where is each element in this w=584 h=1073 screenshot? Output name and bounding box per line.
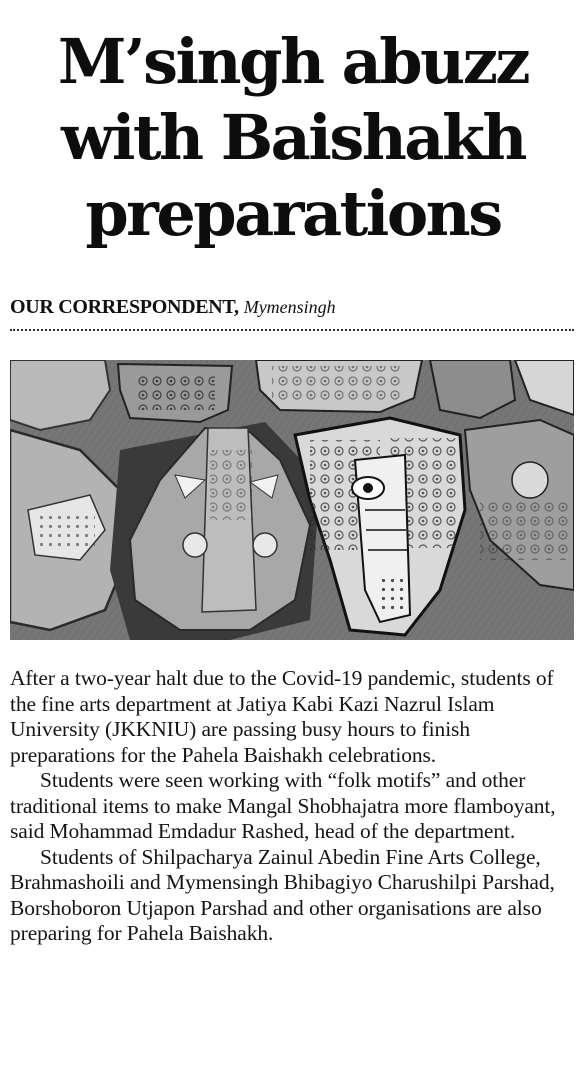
headline-line: with Baishakh xyxy=(60,101,526,174)
dotted-divider xyxy=(10,329,574,331)
article-body xyxy=(10,666,576,947)
headline-line: M’singh abuzz xyxy=(57,25,529,98)
paragraph: Students were seen working with “folk motifs” and other traditional items to make Mangal Shobhajatra more flamboyant, said Mohammad Emdadur Rashed, head of the department. xyxy=(10,768,556,843)
paragraph: After a two-year halt due to the Covid-19 pandemic, students of the fine arts department at Jatiya Kabi Kazi Nazrul Islam University (JKKNIU) are passing busy hours to finish preparations for the Pahela Baishakh celebrations. xyxy=(10,666,554,767)
headline xyxy=(10,24,576,252)
paragraph: Students of Shilpacharya Zainul Abedin Fine Arts College, Brahmashoili and Mymensingh Bhibagiyo Charushilpi Parshad, Borshoboron Utjapon Parshad and other organisations are also preparing for Pahela Baishakh. xyxy=(10,844,555,945)
byline-author: OUR CORRESPONDENT, xyxy=(10,296,239,318)
byline xyxy=(10,296,336,319)
headline-line: preparations xyxy=(85,177,501,250)
byline-location: Mymensingh xyxy=(243,297,336,317)
article-photo xyxy=(10,360,574,640)
